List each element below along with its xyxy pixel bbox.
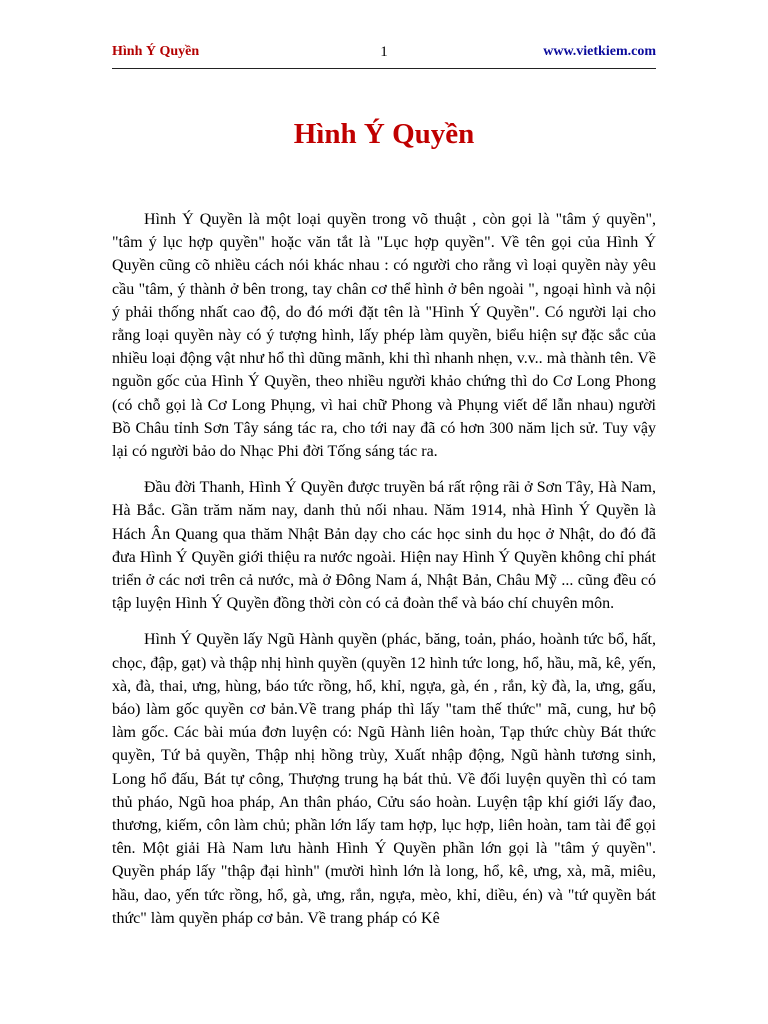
paragraph: Hình Ý Quyền là một loại quyền trong võ thuật , còn gọi là "tâm ý quyền", "tâm ý lục hợp quyền" hoặc văn tắt là "Lục hợp quyền". Về tên gọi của Hình Ý Quyền cũng cõ nhiều cách nói khác nhau : có người cho rằng vì loại quyền này yêu cầu "tâm, ý thành ở bên trong, tay chân cơ thể hình ở bên ngoài ", ngoại hình và nội ý phải thống nhất cao độ, do đó mới đặt tên là "Hình Ý Quyền". Có người lại cho rằng loại quyền này có ý tượng hình, lấy phép làm quyền, biểu hiện sự đặc sắc của nhiều loại động vật như hổ thì dũng mãnh, khi thì nhanh nhẹn, v.v.. mà thành tên. Về nguồn gốc của Hình Ý Quyền, theo nhiều người khảo chứng thì do Cơ Long Phong (có chỗ gọi là Cơ Long Phụng, vì hai chữ Phong và Phụng viết dể lẫn nhau) người Bồ Châu tỉnh Sơn Tây sáng tác ra, cho tới nay đã có hơn 300 năm lịch sử. Tuy vậy lại có người bảo do Nhạc Phi đời Tống sáng tác ra. xyxy=(112,211,656,461)
website-link[interactable]: www.vietkiem.com xyxy=(543,44,656,59)
page-number: 1 xyxy=(380,44,388,60)
document-title: Hình Ý Quyền xyxy=(293,118,475,150)
page-header xyxy=(112,44,656,66)
header-divider xyxy=(112,68,656,69)
document-body xyxy=(112,208,656,943)
paragraph: Hình Ý Quyền lấy Ngũ Hành quyền (phác, băng, toản, pháo, hoành tức bổ, hất, chọc, đập, gạt) và thập nhị hình quyền (quyền 12 hình tức long, hổ, hầu, mã, kê, yến, xà, đà, thai, ưng, hùng, báo tức rồng, hổ, khỉ, ngựa, gà, én , rắn, kỳ đà, la, ưng, gấu, báo) làm gốc quyền cơ bản.Về trang pháp thì lấy "tam thế thức" mã, cung, hư bộ làm gốc. Các bài múa đơn luyện có: Ngũ Hành liên hoàn, Tạp thức chùy Bát thức quyền, Tứ bả quyền, Thập nhị hồng trùy, Xuất nhập động, Ngũ hành tương sinh, Long hổ đấu, Bát tự công, Thượng trung hạ bát thủ. Về đối luyện quyền thì có tam thủ pháo, Ngũ hoa pháp, An thân pháo, Cửu sáo hoàn. Luyện tập khí giới lấy đao, thương, kiếm, côn làm chủ; phần lớn lấy tam hợp, lục hợp, liên hoàn, tam tài để gọi tên. Một giải Hà Nam lưu hành Hình Ý Quyền phần lớn gọi là "tâm ý quyền". Quyền pháp lấy "thập đại hình" (mười hình lớn là long, hổ, kê, ưng, xà, mã, miêu, hầu, dao, yến tức rồng, hổ, gà, ưng, rắn, ngựa, mèo, khỉ, diều, én) và "tứ quyền bát thức" làm quyền pháp cơ bản. Về trang pháp có Kê xyxy=(112,631,656,927)
paragraph: Đầu đời Thanh, Hình Ý Quyền được truyền bá rất rộng rãi ở Sơn Tây, Hà Nam, Hà Bắc. Gần trăm năm nay, danh thủ nối nhau. Năm 1914, nhà Hình Ý Quyền là Hách Ân Quang qua thăm Nhật Bản dạy cho các học sinh du học ở Nhật, do đó đã đưa Hình Ý Quyền giới thiệu ra nước ngoài. Hiện nay Hình Ý Quyền không chỉ phát triển ở các nơi trên cả nước, mà ở Đông Nam á, Nhật Bản, Châu Mỹ ... cũng đều có tập luyện Hình Ý Quyền đồng thời còn có cả đoàn thể và báo chí chuyên môn. xyxy=(112,479,656,613)
header-title: Hình Ý Quyền xyxy=(112,44,200,59)
